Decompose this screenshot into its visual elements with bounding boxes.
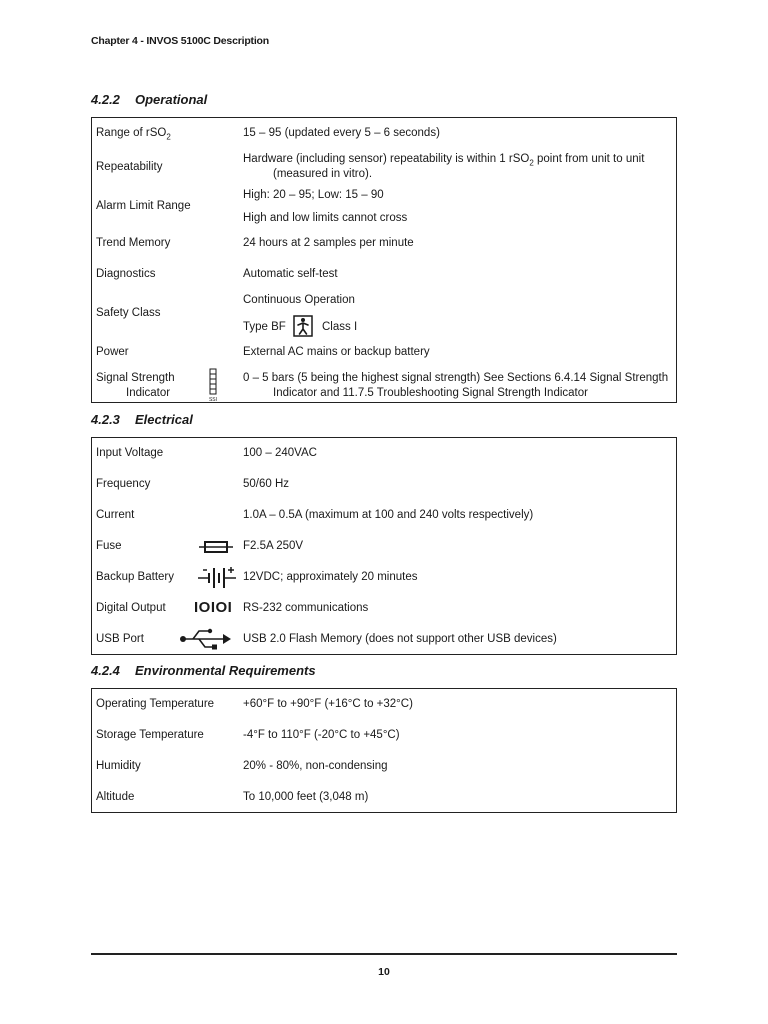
electrical-row-label: Current — [96, 509, 135, 521]
section-title: Electrical — [135, 412, 193, 427]
section-title: Environmental Requirements — [135, 663, 316, 678]
footer-rule — [91, 953, 677, 955]
safety-type: Type BF — [243, 321, 286, 333]
repeatability-label: Repeatability — [96, 161, 163, 173]
electrical-row-value: 100 – 240VAC — [243, 447, 317, 459]
signal-value-2: Indicator and 11.7.5 Troubleshooting Signal Strength Indicator — [273, 387, 588, 399]
electrical-row-label: Input Voltage — [96, 447, 164, 459]
section-number: 4.2.3 — [91, 412, 120, 427]
electrical-row-label: USB Port — [96, 633, 144, 645]
section-number: 4.2.4 — [91, 663, 120, 678]
electrical-row-label: Backup Battery — [96, 571, 174, 583]
repeatability-value-line2: (measured in vitro). — [273, 168, 373, 180]
signal-label-1: Signal Strength — [96, 372, 175, 384]
electrical-row-label: Frequency — [96, 478, 151, 490]
electrical-row-value: 12VDC; approximately 20 minutes — [243, 571, 418, 583]
safety-class: Class I — [322, 321, 358, 333]
power-value: External AC mains or backup battery — [243, 346, 430, 358]
fuse-icon — [199, 540, 233, 554]
diagnostics-label: Diagnostics — [96, 268, 156, 280]
electrical-row-label: Fuse — [96, 540, 122, 552]
environmental-row-label: Humidity — [96, 760, 141, 772]
page-number: 10 — [378, 966, 390, 978]
signal-icon-caption: SSI — [208, 397, 218, 402]
range-label: Range of rSO$_2$ — [96, 127, 171, 142]
alarm-value-2: High and low limits cannot cross — [243, 212, 408, 224]
environmental-row-label: Storage Temperature — [96, 729, 204, 741]
diagnostics-value: Automatic self-test — [243, 268, 338, 280]
electrical-row-value: RS-232 communications — [243, 602, 369, 614]
alarm-label: Alarm Limit Range — [96, 200, 191, 212]
safety-value-1: Continuous Operation — [243, 294, 355, 306]
electrical-row-value: USB 2.0 Flash Memory (does not support other USB devices) — [243, 633, 557, 645]
electrical-row-value: 50/60 Hz — [243, 478, 290, 490]
environmental-row-value: -4°F to 110°F (-20°C to +45°C) — [243, 729, 400, 741]
power-label: Power — [96, 346, 129, 358]
electrical-row-value: 1.0A – 0.5A (maximum at 100 and 240 volts respectively) — [243, 509, 534, 521]
environmental-row-value: +60°F to +90°F (+16°C to +32°C) — [243, 698, 413, 710]
type-bf-body-icon — [293, 315, 313, 337]
environmental-row-value: 20% - 80%, non-condensing — [243, 760, 388, 772]
electrical-row-value: F2.5A 250V — [243, 540, 304, 552]
electrical-row-label: Digital Output — [96, 602, 166, 614]
environmental-row-label: Altitude — [96, 791, 135, 803]
section-title: Operational — [135, 92, 208, 107]
electrical-table — [91, 437, 677, 655]
battery-icon — [198, 565, 236, 591]
environmental-row-label: Operating Temperature — [96, 698, 215, 710]
section-number: 4.2.2 — [91, 92, 120, 107]
trend-label: Trend Memory — [96, 237, 171, 249]
environmental-row-value: To 10,000 feet (3,048 m) — [243, 791, 369, 803]
chapter-header: Chapter 4 - INVOS 5100C Description — [91, 35, 269, 47]
range-value: 15 – 95 (updated every 5 – 6 seconds) — [243, 127, 440, 139]
trend-value: 24 hours at 2 samples per minute — [243, 237, 414, 249]
alarm-value-1: High: 20 – 95; Low: 15 – 90 — [243, 189, 384, 201]
section-heading-operational — [91, 92, 207, 107]
signal-value-1: 0 – 5 bars (5 being the highest signal strength) See Sections 6.4.14 Signal Strength — [243, 372, 669, 384]
repeatability-value: Hardware (including sensor) repeatability is within 1 rSO$_2$ point from unit to unit — [243, 153, 645, 168]
environmental-table — [91, 688, 677, 813]
section-heading-electrical — [91, 412, 193, 427]
section-heading-environmental — [91, 663, 316, 678]
safety-label: Safety Class — [96, 307, 161, 319]
operational-table — [91, 117, 677, 403]
signal-label-2: Indicator — [126, 387, 171, 399]
serial-port-icon: IOIOI — [194, 599, 233, 616]
signal-strength-icon — [206, 368, 220, 402]
usb-icon — [179, 628, 233, 650]
